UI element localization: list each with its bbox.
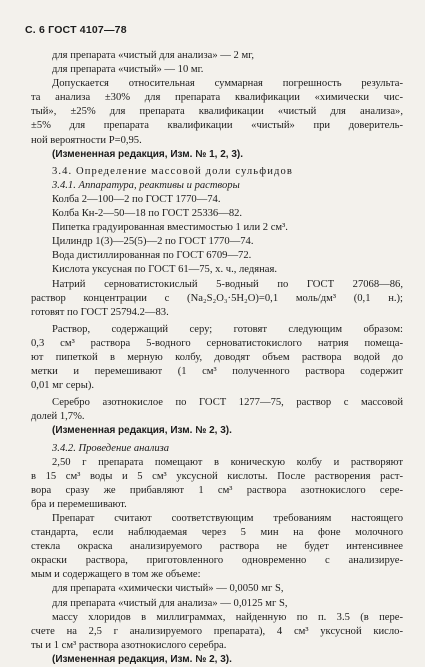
subsection-heading: 3.4.2. Проведение анализа — [52, 442, 170, 454]
text-line: Натрий серноватистокислый 5-водный по ГОСТ 27068—86, — [52, 278, 403, 290]
text-line: счете на 2,5 г анализируемого препарата), 4 см³ уксусной кисло- — [31, 625, 403, 637]
text-line: долей 1,7%. — [31, 411, 85, 423]
document-body — [31, 49, 403, 667]
text-line: для препарата «чистый для анализа» — 0,0125 мг S, — [52, 597, 288, 609]
section-heading: 3.4. Определение массовой доли сульфидов — [52, 165, 293, 177]
text-line: окраски раствора, приготовленного одновременно с анализируе- — [31, 555, 403, 567]
text-line: 0,3 см³ раствора 5-водного серноватистокислого натрия помеща- — [31, 337, 403, 349]
text-line: раствор концентрации c (Na₂S₂O₃·5H₂O)=0,1 моль/дм³ (0,1 н.); — [31, 292, 403, 304]
text-line: бра и перемешивают. — [31, 498, 127, 510]
text-line: для препарата «химически чистый» — 0,0050 мг S, — [52, 583, 284, 595]
text-line: Допускается относительная суммарная погрешность результа- — [52, 78, 403, 90]
text-line: ±5% для препарата квалификации «чистый» при доверитель- — [31, 120, 403, 132]
page-header: С. 6 ГОСТ 4107—78 — [25, 24, 127, 36]
text-line: ты и 1 см³ раствора азотнокислого серебра. — [31, 639, 227, 651]
text-line: массу хлоридов в миллиграммах, найденную по п. 3.5 (в пере- — [52, 611, 403, 623]
text-line: Пипетка градуированная вместимостью 1 или 2 см³. — [52, 222, 288, 234]
text-line: Кислота уксусная по ГОСТ 61—75, х. ч., ледяная. — [52, 264, 278, 276]
text-line: 2,50 г препарата помещают в коническую колбу и растворяют — [52, 456, 403, 468]
revision-note: (Измененная редакция, Изм. № 2, 3). — [52, 425, 232, 437]
text-line: мым и содержащего в том же объеме: — [31, 569, 201, 581]
text-line: Раствор, содержащий серу; готовят следующим образом: — [52, 323, 403, 335]
text-line: Серебро азотнокислое по ГОСТ 1277—75, раствор с массовой — [52, 397, 403, 409]
text-line: в 15 см³ воды и 5 см³ уксусной кислоты. После растворения раст- — [31, 470, 403, 482]
revision-note: (Измененная редакция, Изм. № 2, 3). — [52, 653, 232, 665]
text-line: готовят по ГОСТ 25794.2—83. — [31, 306, 169, 318]
text-line: стандарта, если наблюдаемая через 5 мин на фоне молочного — [31, 527, 403, 539]
text-line: Колба 2—100—2 по ГОСТ 1770—74. — [52, 193, 221, 205]
text-line: для препарата «чистый» — 10 мг. — [52, 64, 204, 76]
subsection-heading: 3.4.1. Аппаратура, реактивы и растворы — [52, 179, 240, 191]
revision-note: (Измененная редакция, Изм. № 1, 2, 3). — [52, 148, 244, 160]
text-line: метки и перемешивают (1 см³ полученного раствора содержит — [31, 366, 403, 378]
text-line: стекла окраска анализируемого раствора не будет интенсивнее — [31, 541, 403, 553]
text-line: для препарата «чистый для анализа» — 2 мг, — [52, 50, 254, 61]
text-line: ной вероятности P=0,95. — [31, 134, 142, 146]
text-line: ют пипеткой в мерную колбу, доводят объем раствора водой до — [31, 351, 403, 363]
text-line: Препарат считают соответствующим требованиям настоящего — [52, 513, 403, 524]
text-line: вора сразу же прибавляют 1 см³ раствора азотнокислого сере- — [31, 484, 403, 496]
text-line: 0,01 мг серы). — [31, 380, 95, 392]
text-line: тый», ±25% для препарата квалификации «чистый для анализа», — [31, 106, 403, 118]
text-line: Колба Кн-2—50—18 по ГОСТ 25336—82. — [52, 208, 243, 220]
text-line: Цилиндр 1(3)—25(5)—2 по ГОСТ 1770—74. — [52, 236, 254, 248]
text-line: та анализа ±30% для препарата квалификации «химически чис- — [31, 92, 403, 104]
text-line: Вода дистиллированная по ГОСТ 6709—72. — [52, 250, 252, 262]
